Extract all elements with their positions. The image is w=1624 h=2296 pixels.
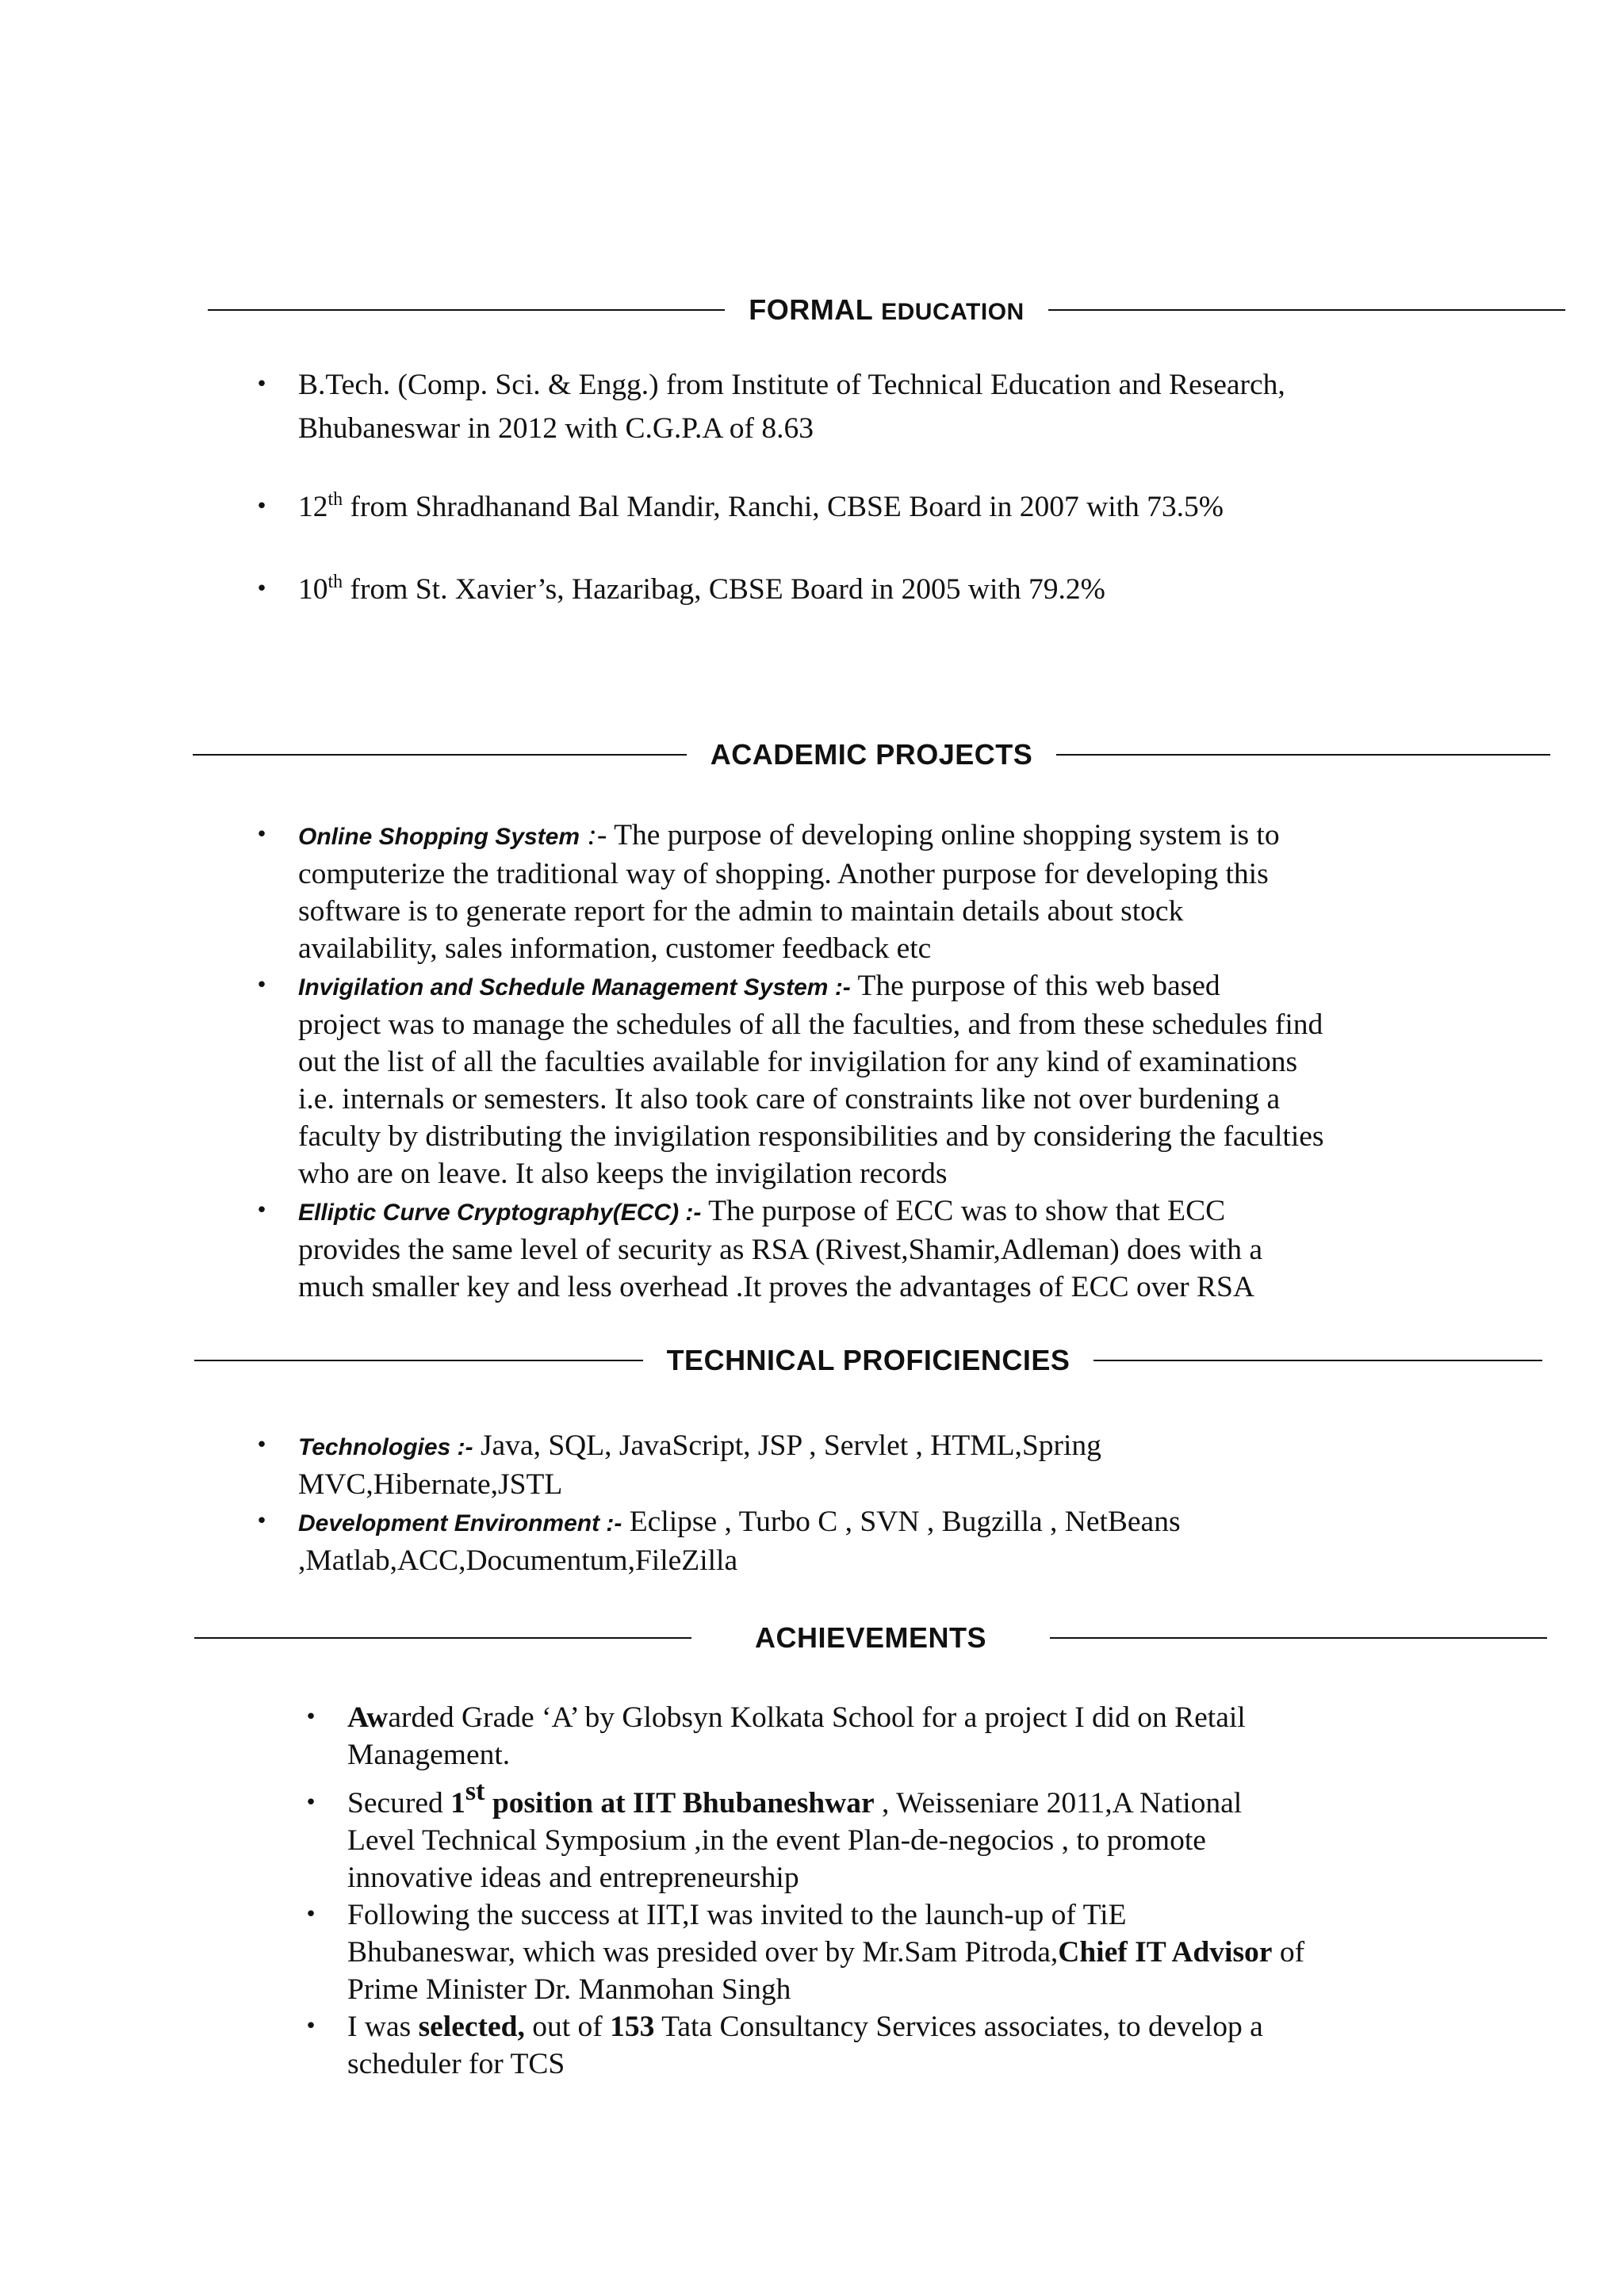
item-line: ,Matlab,ACC,Documentum,FileZilla [298, 1544, 738, 1577]
heading-rule-right [1050, 1637, 1547, 1639]
item-line: I was selected, out of 153 Tata Consultancy Services associates, to develop a [347, 2011, 1263, 2043]
achievement-item [304, 2008, 1600, 2083]
item-line: software is to generate report for the admin to maintain details about stock [298, 895, 1184, 928]
item-line: Bhubaneswar, which was presided over by Mr.Sam Pitroda,Chief IT Advisor of [347, 1936, 1305, 1969]
item-line: Level Technical Symposium ,in the event Plan-de-negocios , to promote [347, 1824, 1206, 1857]
item-line: Prime Minister Dr. Manmohan Singh [347, 1973, 791, 2006]
bullet-icon: • [255, 1433, 268, 1457]
item-line: who are on leave. It also keeps the invigilation records [298, 1158, 948, 1190]
heading-rule-left [194, 1637, 691, 1639]
bullet-icon: • [255, 1510, 268, 1533]
development-environment-item [255, 1503, 1599, 1579]
heading-rule-left [193, 754, 687, 756]
heading-rule-left [208, 309, 725, 311]
bullet-icon: • [304, 1791, 317, 1815]
item-line: Online Shopping System :- The purpose of developing online shopping system is to [298, 819, 1280, 851]
item-line: 12th from Shradhanand Bal Mandir, Ranchi, CBSE Board in 2007 with 73.5% [298, 489, 1224, 523]
bullet-icon: • [304, 2015, 317, 2038]
project-invigilation [255, 967, 1599, 1192]
item-line: Management. [347, 1739, 511, 1771]
item-line: i.e. internals or semesters. It also took care of constraints like not over burdening a [298, 1083, 1281, 1115]
item-line: Bhubaneswar in 2012 with C.G.P.A of 8.63 [298, 412, 814, 445]
technical-proficiencies-heading [194, 1337, 1542, 1384]
formal-education-list [255, 366, 1567, 608]
bullet-icon: • [255, 373, 268, 396]
achievements-heading [194, 1614, 1547, 1662]
item-line: Technologies :- Java, SQL, JavaScript, JSP , Servlet , HTML,Spring [298, 1429, 1101, 1462]
item-line: much smaller key and less overhead .It proves the advantages of ECC over RSA [298, 1271, 1254, 1303]
achievement-item [304, 1777, 1600, 1896]
item-line: B.Tech. (Comp. Sci. & Engg.) from Institute of Technical Education and Research, [298, 369, 1285, 401]
bullet-icon: • [255, 1199, 268, 1223]
project-online-shopping [255, 817, 1599, 967]
item-line: MVC,Hibernate,JSTL [298, 1468, 563, 1501]
list-item [255, 488, 1567, 526]
list-item [255, 571, 1567, 608]
heading-rule-left [194, 1360, 643, 1361]
achievement-item [304, 1699, 1600, 1774]
technologies-item [255, 1427, 1599, 1503]
achievement-item [304, 1896, 1600, 2008]
achievements-list [304, 1699, 1600, 2083]
item-line: Development Environment :- Eclipse , Turbo C , SVN , Bugzilla , NetBeans [298, 1506, 1181, 1538]
bullet-icon: • [255, 823, 268, 847]
bullet-icon: • [255, 495, 268, 519]
item-line: innovative ideas and entrepreneurship [347, 1862, 799, 1894]
item-line: Awarded Grade ‘A’ by Globsyn Kolkata School for a project I did on Retail [347, 1701, 1246, 1734]
item-line: Invigilation and Schedule Management System :- The purpose of this web based [298, 970, 1220, 1002]
academic-projects-heading [193, 731, 1550, 779]
item-line: faculty by distributing the invigilation responsibilities and by considering the faculties [298, 1120, 1324, 1153]
bullet-icon: • [255, 974, 268, 997]
academic-projects-list [255, 817, 1599, 1306]
item-line: availability, sales information, customer feedback etc [298, 932, 932, 965]
item-line: Following the success at IIT,I was invited to the launch-up of TiE [347, 1899, 1127, 1931]
bullet-icon: • [304, 1903, 317, 1927]
academic-projects-title: ACADEMIC PROJECTS [710, 738, 1033, 771]
project-ecc [255, 1192, 1599, 1306]
item-line: provides the same level of security as RSA (Rivest,Shamir,Adleman) does with a [298, 1234, 1262, 1266]
item-line: Secured 1st position at IIT Bhubaneshwar , Weisseniare 2011,A National [347, 1777, 1243, 1820]
heading-rule-right [1056, 754, 1550, 756]
item-line: 10th from St. Xavier’s, Hazaribag, CBSE Board in 2005 with 79.2% [298, 572, 1105, 606]
item-line: project was to manage the schedules of all the faculties, and from these schedules find [298, 1008, 1323, 1041]
heading-rule-right [1094, 1360, 1542, 1361]
heading-rule-right [1048, 309, 1565, 311]
technical-proficiencies-title: TECHNICAL PROFICIENCIES [666, 1344, 1071, 1376]
list-item [255, 366, 1567, 447]
formal-education-heading [208, 286, 1565, 334]
item-line: computerize the traditional way of shopping. Another purpose for developing this [298, 858, 1269, 890]
technical-proficiencies-list [255, 1427, 1599, 1579]
bullet-icon: • [255, 577, 268, 601]
bullet-icon: • [304, 1705, 317, 1729]
item-line: Elliptic Curve Cryptography(ECC) :- The purpose of ECC was to show that ECC [298, 1195, 1226, 1227]
item-line: scheduler for TCS [347, 2048, 565, 2080]
achievements-title: ACHIEVEMENTS [754, 1621, 987, 1654]
formal-education-title: FORMAL EDUCATION [749, 293, 1025, 326]
item-line: out the list of all the faculties available for invigilation for any kind of examinations [298, 1046, 1298, 1078]
